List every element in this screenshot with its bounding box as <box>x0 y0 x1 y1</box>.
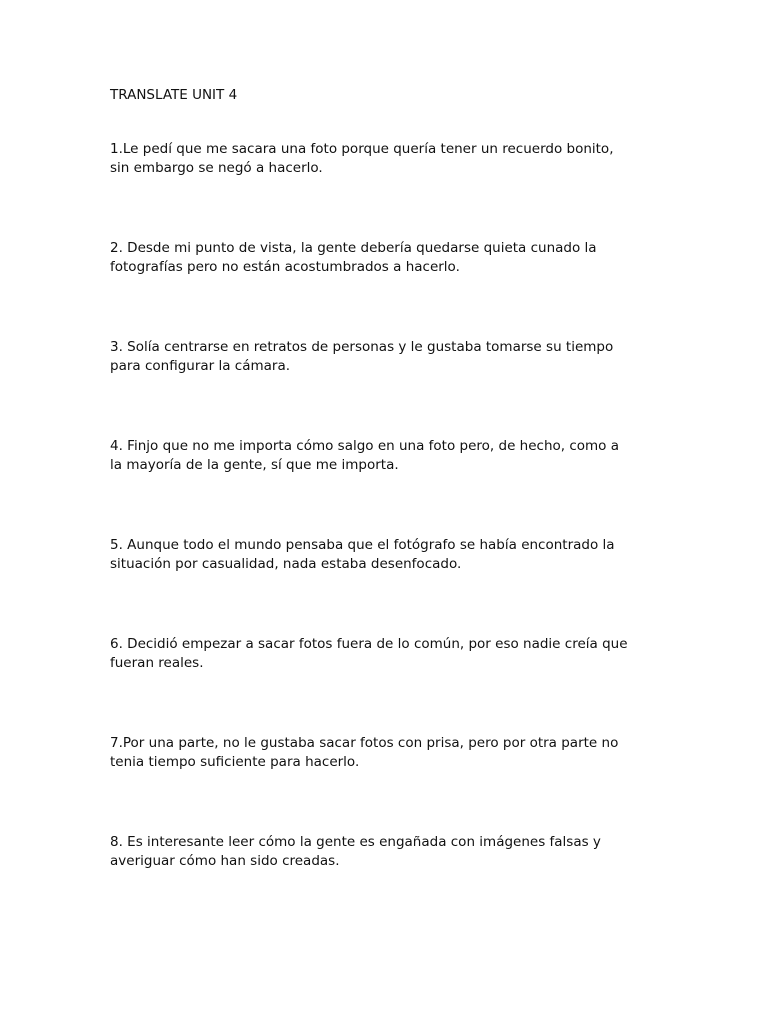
sentence-line: fotografías pero no están acostumbrados a hacerlo. <box>110 259 460 275</box>
sentence-line: fueran reales. <box>110 655 204 671</box>
sentence-line: 8. Es interesante leer cómo la gente es engañada con imágenes falsas y <box>110 834 601 850</box>
sentence-line: para configurar la cámara. <box>110 358 291 374</box>
sentence-item-7 <box>110 734 670 772</box>
sentence-line: situación por casualidad, nada estaba desenfocado. <box>110 556 462 572</box>
sentence-line: 1.Le pedí que me sacara una foto porque quería tener un recuerdo bonito, <box>110 141 614 157</box>
sentence-line: 4. Finjo que no me importa cómo salgo en una foto pero, de hecho, como a <box>110 438 619 454</box>
sentence-line: 7.Por una parte, no le gustaba sacar fotos con prisa, pero por otra parte no <box>110 735 619 751</box>
sentence-item-6 <box>110 635 670 673</box>
sentence-line: tenia tiempo suficiente para hacerlo. <box>110 754 360 770</box>
sentence-item-4 <box>110 437 670 475</box>
sentence-line: 3. Solía centrarse en retratos de personas y le gustaba tomarse su tiempo <box>110 339 614 355</box>
sentence-line: sin embargo se negó a hacerlo. <box>110 160 323 176</box>
sentence-item-8 <box>110 833 670 871</box>
sentence-line: 5. Aunque todo el mundo pensaba que el fotógrafo se había encontrado la <box>110 537 615 553</box>
sentence-line: la mayoría de la gente, sí que me importa. <box>110 457 399 473</box>
sentence-item-3 <box>110 338 670 376</box>
sentence-line: averiguar cómo han sido creadas. <box>110 853 340 869</box>
sentence-item-1 <box>110 140 670 178</box>
sentence-item-5 <box>110 536 670 574</box>
sentence-line: 6. Decidió empezar a sacar fotos fuera de lo común, por eso nadie creía que <box>110 636 628 652</box>
document-title: TRANSLATE UNIT 4 <box>110 87 238 103</box>
sentence-line: 2. Desde mi punto de vista, la gente debería quedarse quieta cunado la <box>110 240 597 256</box>
sentence-item-2 <box>110 239 670 277</box>
